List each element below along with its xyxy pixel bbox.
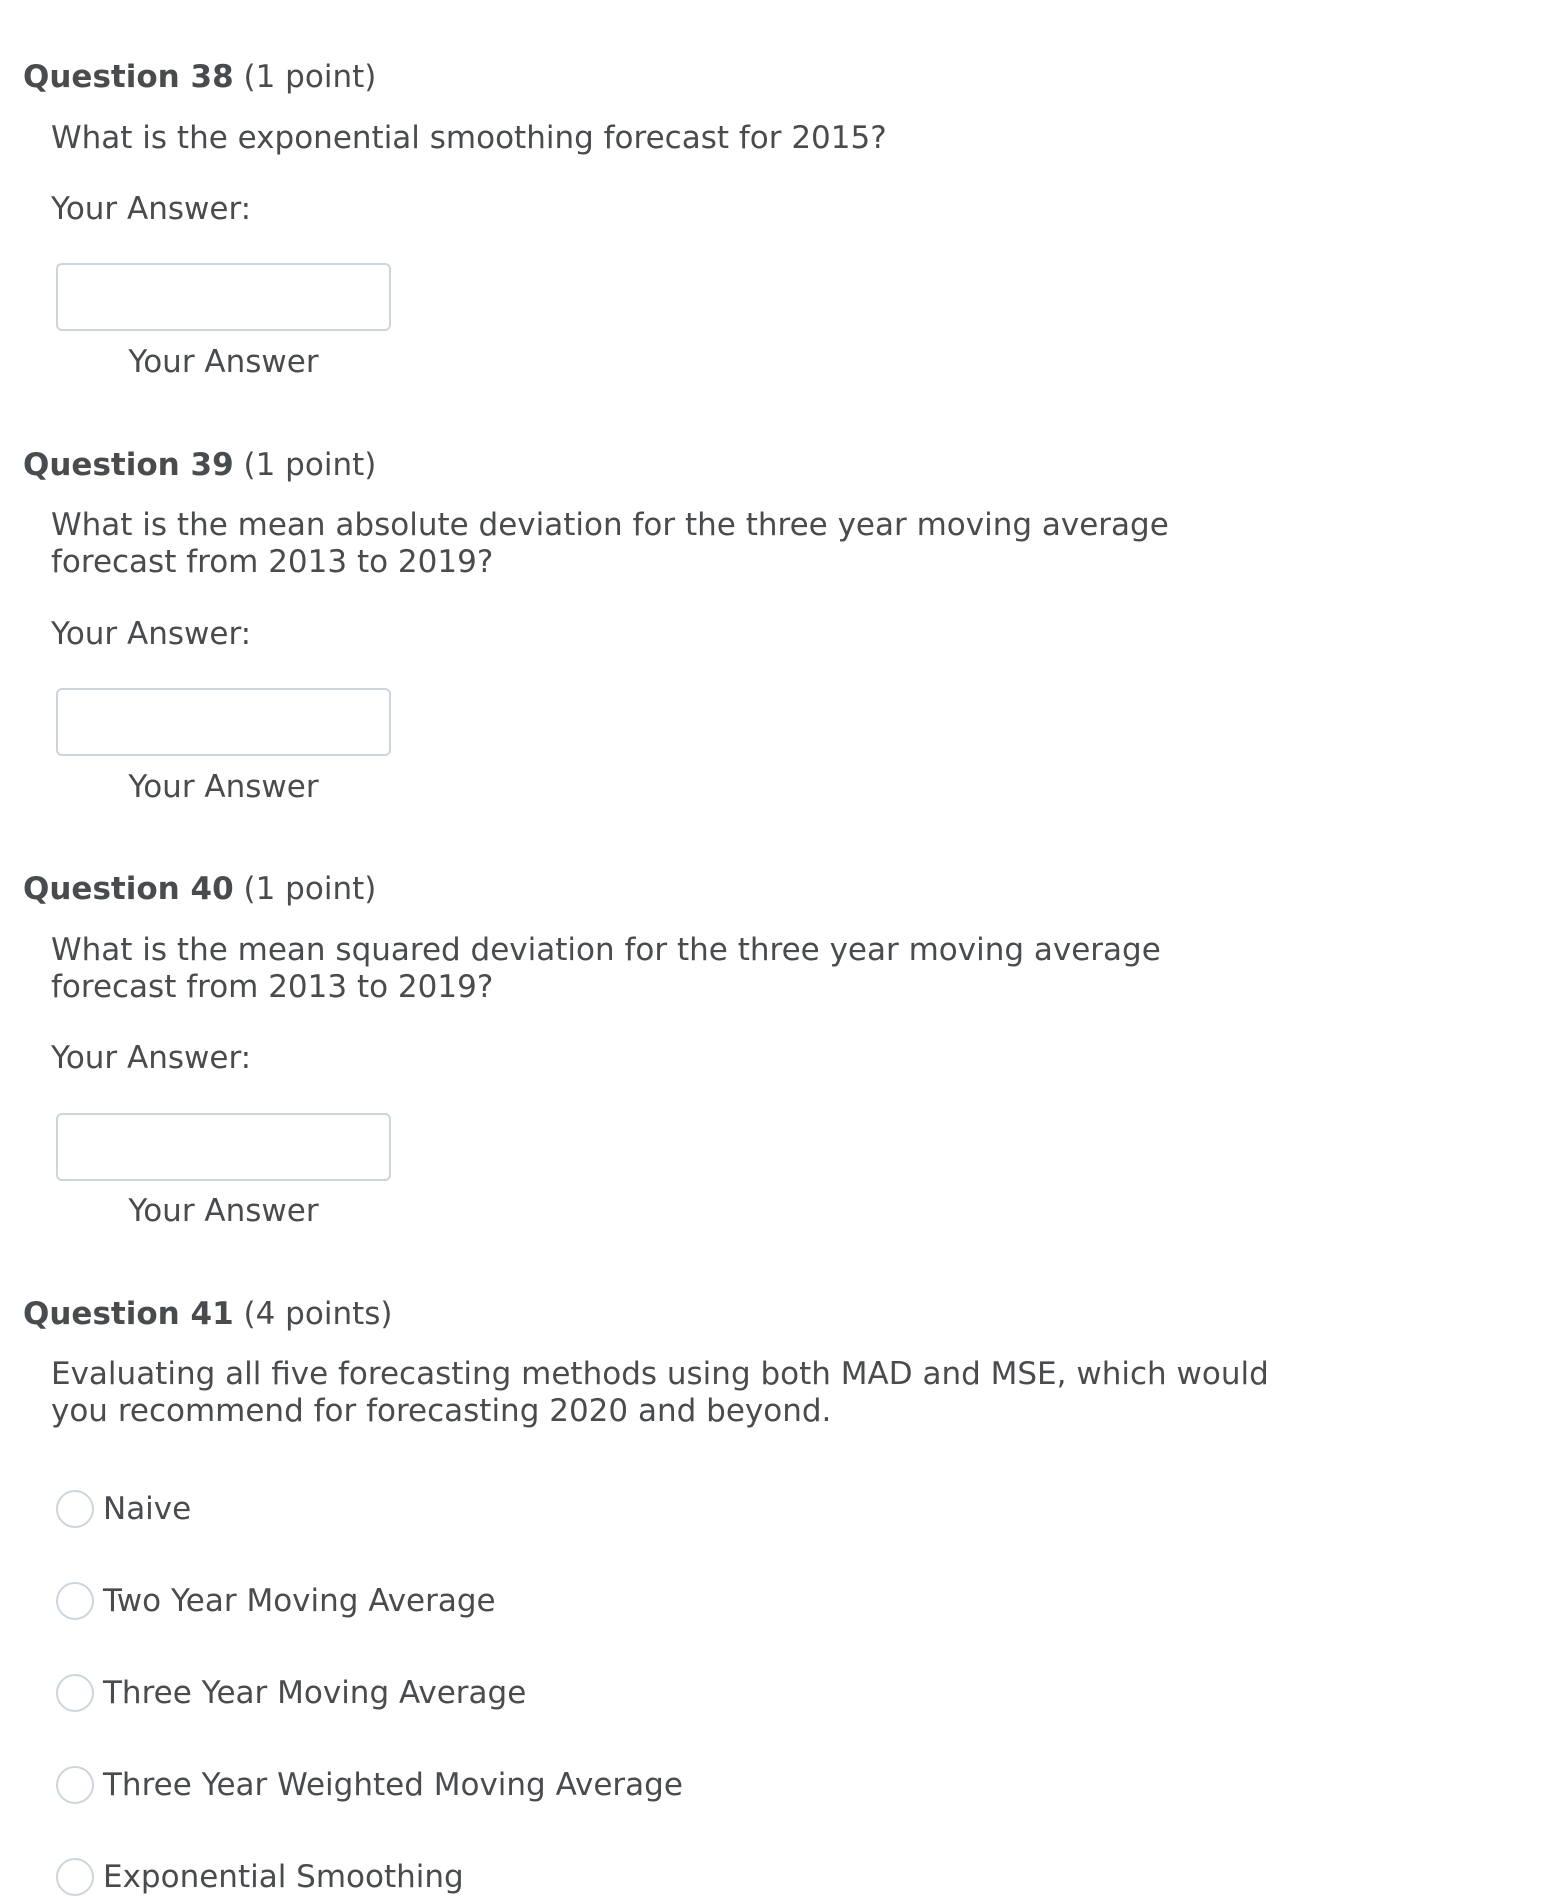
option-three-year-moving-average[interactable] (56, 1672, 526, 1714)
question-38-answer-caption: Your Answer (128, 344, 319, 380)
option-label: Exponential Smoothing (103, 1859, 464, 1895)
option-label: Two Year Moving Average (103, 1583, 496, 1619)
option-label: Three Year Weighted Moving Average (103, 1767, 683, 1803)
question-40-answer-input[interactable] (56, 1113, 391, 1181)
question-40-answer-label: Your Answer: (51, 1040, 252, 1076)
question-41-prompt: Evaluating all five forecasting methods using both MAD and MSE, which would you recommend for forecasting 2020 and beyond. (51, 1356, 1269, 1429)
question-39-answer-caption: Your Answer (128, 769, 319, 805)
option-label: Three Year Moving Average (103, 1675, 527, 1711)
question-40-title (23, 869, 376, 909)
question-39-prompt: What is the mean absolute deviation for the three year moving average forecast from 2013 to 2019? (51, 507, 1169, 580)
question-38-answer-label: Your Answer: (51, 191, 252, 227)
question-39-answer-label: Your Answer: (51, 616, 252, 652)
question-number: Question 39 (23, 447, 234, 483)
option-two-year-moving-average[interactable] (56, 1580, 496, 1622)
radio-button[interactable] (56, 1674, 94, 1712)
radio-button[interactable] (56, 1582, 94, 1620)
radio-button[interactable] (56, 1858, 94, 1896)
question-38-prompt: What is the exponential smoothing forecast for 2015? (51, 120, 887, 156)
question-points: (1 point) (243, 447, 377, 483)
option-exponential-smoothing[interactable] (56, 1856, 464, 1898)
question-39-title (23, 445, 376, 485)
question-points: (1 point) (243, 59, 377, 95)
question-number: Question 41 (23, 1296, 234, 1332)
radio-button[interactable] (56, 1766, 94, 1804)
question-number: Question 38 (23, 59, 234, 95)
question-41-title (23, 1294, 393, 1334)
option-three-year-weighted-moving-average[interactable] (56, 1764, 683, 1806)
option-label: Naive (103, 1491, 192, 1527)
option-naive[interactable] (56, 1488, 191, 1530)
radio-button[interactable] (56, 1490, 94, 1528)
question-38-title (23, 57, 376, 97)
question-number: Question 40 (23, 871, 234, 907)
question-points: (1 point) (243, 871, 377, 907)
question-38-answer-input[interactable] (56, 263, 391, 331)
question-40-prompt: What is the mean squared deviation for the three year moving average forecast from 2013 to 2019? (51, 932, 1161, 1005)
question-points: (4 points) (243, 1296, 393, 1332)
question-40-answer-caption: Your Answer (128, 1193, 319, 1229)
question-39-answer-input[interactable] (56, 688, 391, 756)
